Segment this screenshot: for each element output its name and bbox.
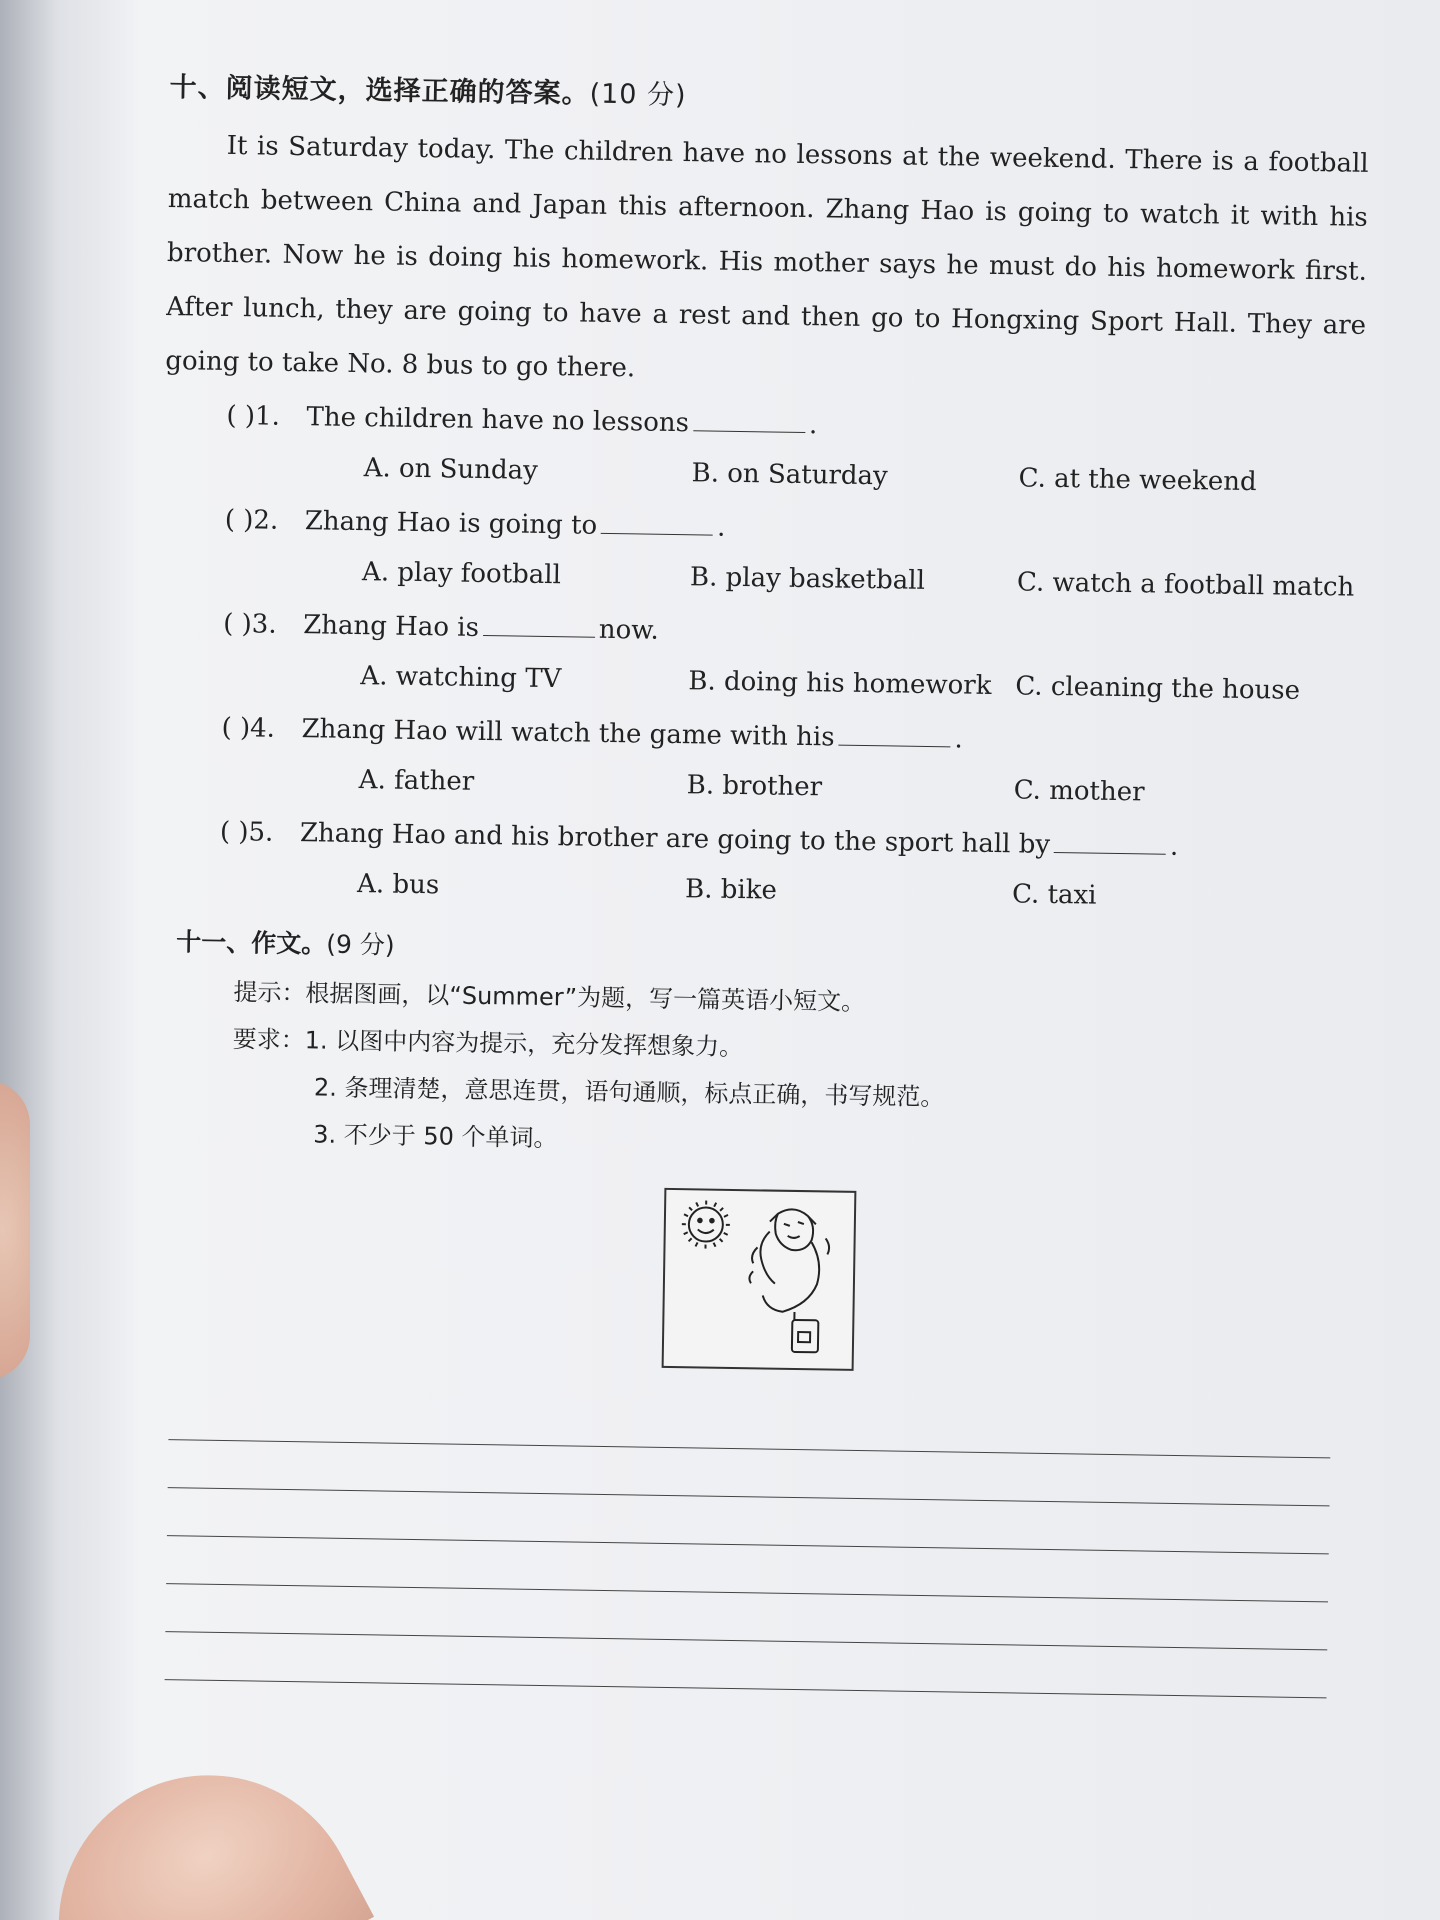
question-3-stem	[303, 610, 659, 646]
question-4-option-a: A. father	[358, 765, 475, 797]
reading-passage: It is Saturday today. The children have no lessons at the weekend. There is a football match between China and Japan this afternoon. Zhang Hao is going to watch it with his brother. Now he is doing his homework. His mother says he must do his homework first. After lunch, they are going to have a rest and then go to Hongxing Sport Hall. They are going to take No. 8 bus to go there.	[165, 130, 1369, 384]
question-3-blank	[483, 613, 595, 638]
section-11-title: 十一、作文。	[176, 927, 327, 959]
essay-requirement-1: 要求：1. 以图中内容为提示，充分发挥想象力。	[232, 1025, 744, 1062]
answer-paren-4: ( )4.	[221, 712, 276, 744]
sun-icon	[681, 1200, 730, 1249]
question-4-option-b: B. brother	[686, 770, 823, 803]
question-2-option-c: C. watch a football match	[1016, 567, 1355, 603]
question-2-option-b: B. play basketball	[689, 562, 926, 596]
question-3-option-c: C. cleaning the house	[1015, 671, 1301, 706]
finger-left	[0, 1080, 30, 1380]
question-5-text: Zhang Hao and his brother are going to the sport hall by	[299, 818, 1051, 860]
question-1-text: The children have no lessons	[306, 402, 690, 439]
section-11-points: (9 分)	[325, 929, 395, 960]
question-4	[158, 708, 1379, 831]
question-5-blank	[1054, 830, 1166, 855]
question-1	[163, 396, 1384, 519]
answer-paren-5: ( )5.	[219, 816, 274, 848]
answer-paren-2: ( )2.	[224, 504, 279, 536]
question-2	[162, 500, 1383, 623]
question-4-text: Zhang Hao will watch the game with his	[301, 714, 835, 753]
question-1-stem	[306, 402, 817, 440]
essay-requirement-2: 2. 条理清楚，意思连贯，语句通顺，标点正确，书写规范。	[313, 1073, 945, 1112]
question-3-option-a: A. watching TV	[360, 661, 562, 695]
summer-illustration	[662, 1188, 857, 1371]
question-4-stem	[301, 714, 963, 754]
answer-paren-1: ( )1.	[226, 400, 281, 432]
question-list	[157, 396, 1385, 935]
question-5	[157, 812, 1378, 935]
question-4-option-c: C. mother	[1013, 775, 1145, 808]
question-1-option-b: B. on Saturday	[691, 458, 888, 492]
question-1-option-a: A. on Sunday	[363, 453, 539, 486]
section-10-points: (10 分)	[589, 78, 687, 112]
question-3	[160, 604, 1381, 727]
question-4-end: .	[954, 724, 964, 755]
question-1-option-c: C. at the weekend	[1018, 463, 1257, 498]
question-3-option-b: B. doing his homework	[688, 666, 992, 701]
essay-requirement-3: 3. 不少于 50 个单词。	[313, 1120, 558, 1153]
question-1-blank	[693, 408, 805, 433]
question-2-blank	[601, 511, 713, 536]
answer-paren-3: ( )3.	[222, 608, 277, 640]
section-10-title: 十、阅读短文，选择正确的答案。	[169, 71, 590, 110]
question-5-option-b: B. bike	[684, 874, 778, 906]
question-1-end: .	[808, 410, 818, 441]
question-2-text: Zhang Hao is going to	[304, 506, 598, 541]
question-3-end: now.	[598, 614, 659, 646]
question-5-option-c: C. taxi	[1011, 879, 1097, 911]
page-fold-shadow	[0, 0, 130, 1920]
question-3-text: Zhang Hao is	[302, 610, 480, 643]
question-2-end: .	[716, 512, 726, 543]
question-2-option-a: A. play football	[361, 557, 562, 591]
essay-hint: 提示：根据图画，以“Summer”为题，写一篇英语小短文。	[233, 978, 866, 1017]
section-10-heading	[169, 65, 1389, 123]
question-5-end: .	[1169, 831, 1179, 862]
hot-person-icon	[748, 1209, 829, 1353]
question-2-stem	[305, 506, 726, 543]
question-5-option-a: A. bus	[356, 869, 440, 901]
worksheet-content	[145, 65, 1390, 1699]
writing-lines	[165, 1392, 1369, 1699]
question-4-blank	[838, 723, 950, 748]
summer-drawing	[664, 1190, 855, 1369]
